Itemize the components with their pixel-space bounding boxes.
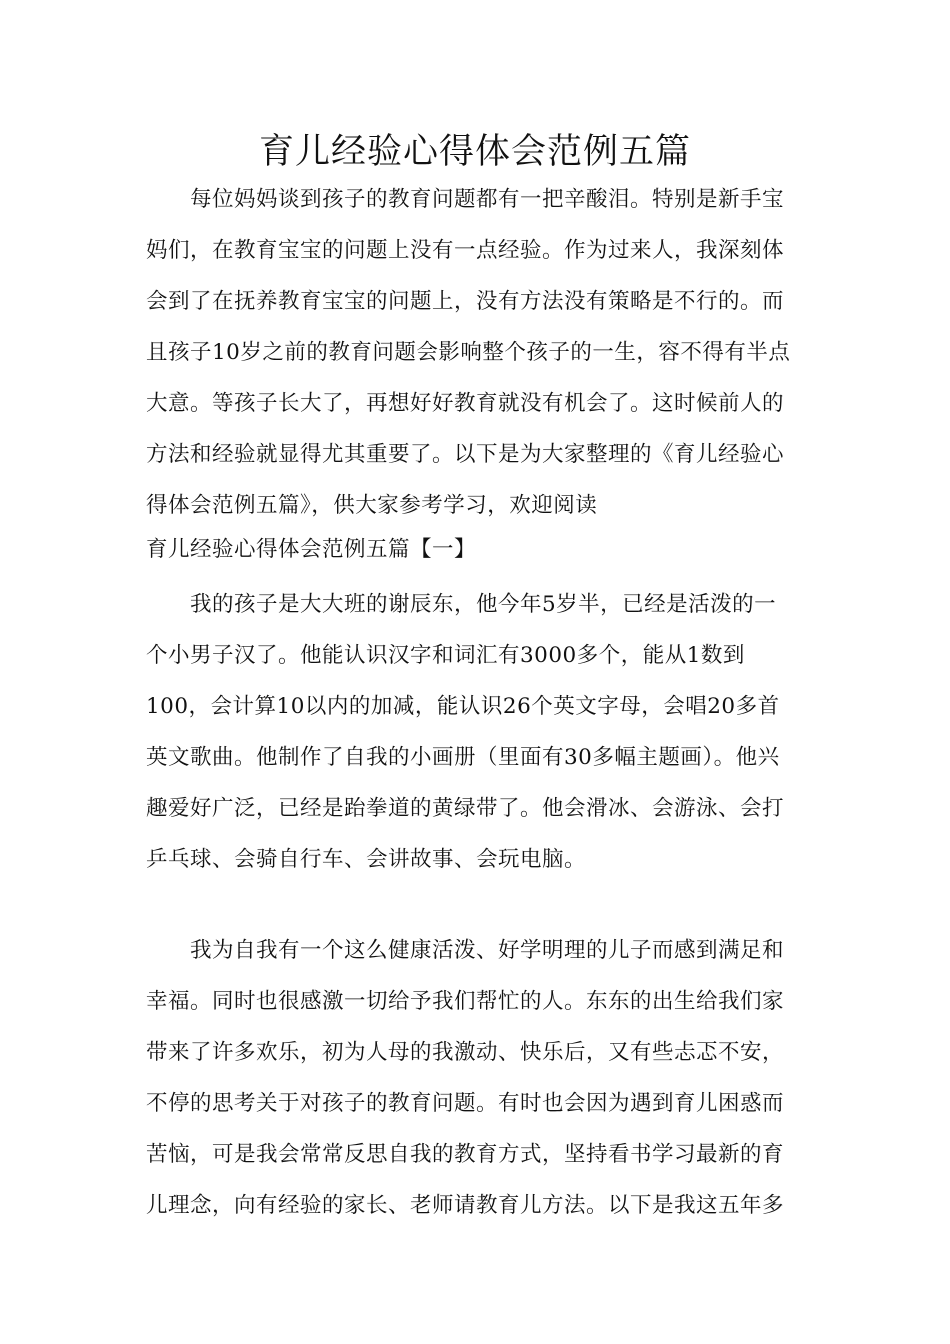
paragraph-line: 我为自我有一个这么健康活泼、好学明理的儿子而感到满足和: [190, 938, 785, 963]
paragraph-line: 儿理念，向有经验的家长、老师请教育儿方法。以下是我这五年多: [146, 1193, 785, 1218]
paragraph-line: 妈们，在教育宝宝的问题上没有一点经验。作为过来人，我深刻体: [146, 238, 785, 263]
paragraph-line: 大意。等孩子长大了，再想好好教育就没有机会了。这时候前人的: [146, 391, 785, 416]
paragraph-line: 苦恼，可是我会常常反思自我的教育方式，坚持看书学习最新的育: [146, 1142, 785, 1167]
paragraph-line: 个小男子汉了。他能认识汉字和词汇有3000多个，能从1数到: [146, 643, 745, 668]
paragraph-line: 带来了许多欢乐，初为人母的我激动、快乐后，又有些忐忑不安，: [146, 1040, 785, 1065]
paragraph-line: 且孩子10岁之前的教育问题会影响整个孩子的一生，容不得有半点: [146, 340, 791, 365]
paragraph-line: 英文歌曲。他制作了自我的小画册（里面有30多幅主题画）。他兴: [146, 745, 780, 770]
section-paragraph: [146, 925, 806, 1231]
paragraph-line: 不停的思考关于对孩子的教育问题。有时也会因为遇到育儿困惑而: [146, 1091, 785, 1116]
paragraph-line: 每位妈妈谈到孩子的教育问题都有一把辛酸泪。特别是新手宝: [190, 187, 785, 212]
paragraph-line: 趣爱好广泛，已经是跆拳道的黄绿带了。他会滑冰、会游泳、会打: [146, 796, 785, 821]
paragraph-line: 乒乓球、会骑自行车、会讲故事、会玩电脑。: [146, 847, 587, 872]
paragraph-line: 我的孩子是大大班的谢辰东，他今年5岁半，已经是活泼的一: [190, 592, 777, 617]
section-heading-text: 育儿经验心得体会范例五篇【一】: [146, 537, 477, 562]
paragraph-line: 会到了在抚养教育宝宝的问题上，没有方法没有策略是不行的。而: [146, 289, 785, 314]
section-heading: [146, 524, 806, 575]
section-paragraph: [146, 579, 806, 885]
paragraph-line: 100，会计算10以内的加减，能认识26个英文字母，会唱20多首: [146, 694, 780, 719]
document-title: 育儿经验心得体会范例五篇: [258, 132, 691, 172]
paragraph-line: 得体会范例五篇》，供大家参考学习，欢迎阅读: [146, 493, 598, 518]
paragraph-line: 幸福。同时也很感激一切给予我们帮忙的人。东东的出生给我们家: [146, 989, 785, 1014]
intro-paragraph: [146, 174, 806, 531]
paragraph-line: 方法和经验就显得尤其重要了。以下是为大家整理的《育儿经验心: [146, 442, 785, 467]
